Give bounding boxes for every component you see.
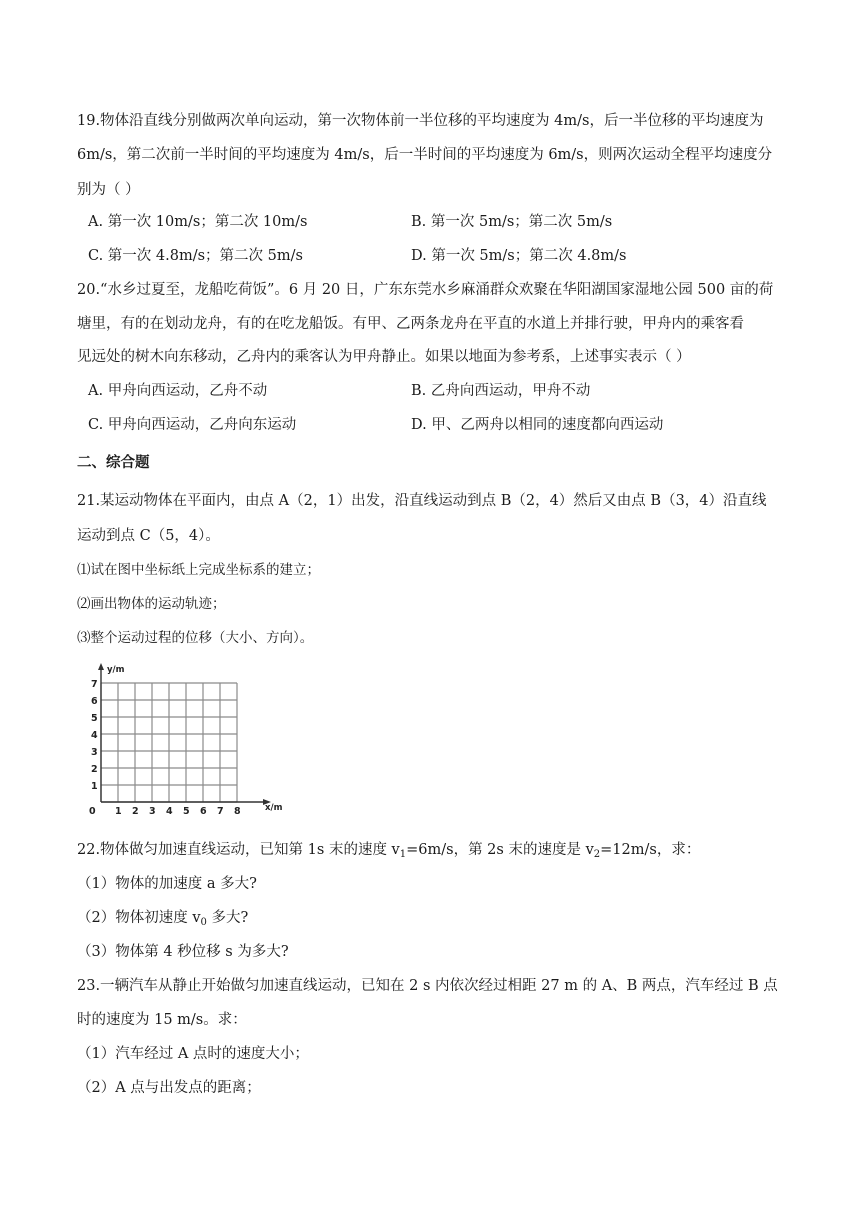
q22-sub2-pre: （2）物体初速度 v xyxy=(77,910,201,926)
q22-subquestion-2 xyxy=(77,908,787,933)
q19-line-3: 别为（ ） xyxy=(77,182,140,198)
q21-line-1: 21.某运动物体在平面内，由点 A（2，1）出发，沿直线运动到点 B（2，4）然后又由点 B（3，4）沿直线 xyxy=(77,493,767,509)
q22-line-1-post: =12m/s，求： xyxy=(600,842,701,858)
x-tick-label: 1 xyxy=(115,806,122,817)
q22-line-1-pre: 22.物体做匀加速直线运动，已知第 1s 末的速度 v xyxy=(77,842,400,858)
q19-line-2: 6m/s，第二次前一半时间的平均速度为 4m/s，后一半时间的平均速度为 6m/s，则两次运动全程平均速度分 xyxy=(77,147,773,163)
q20-line-1: 20.“水乡过夏至，龙船吃荷饭”。6 月 20 日，广东东莞水乡麻涌群众欢聚在华阳湖国家湿地公园 500 亩的荷 xyxy=(77,282,774,298)
coordinate-grid-figure xyxy=(85,662,285,820)
q23-line-1: 23.一辆汽车从静止开始做匀加速直线运动，已知在 2 s 内依次经过相距 27 m 的 A、B 两点，汽车经过 B 点 xyxy=(77,978,778,994)
q20-option-c: C. 甲舟向西运动，乙舟向东运动 xyxy=(88,417,297,433)
q21-subquestion-2: ⑵画出物体的运动轨迹； xyxy=(77,596,226,612)
q22-subquestion-1: （1）物体的加速度 a 多大? xyxy=(77,876,257,892)
section-heading: 二、综合题 xyxy=(77,455,150,471)
x-tick-label: 0 xyxy=(89,806,96,817)
q22-v2-subscript: 2 xyxy=(593,849,601,860)
q19-option-b: B. 第一次 5m/s；第二次 5m/s xyxy=(411,214,613,230)
x-tick-label: 3 xyxy=(149,806,156,817)
q21-line-2: 运动到点 C（5，4）。 xyxy=(77,528,220,544)
y-tick-label: 3 xyxy=(91,747,98,758)
y-axis-label: y/m xyxy=(107,665,125,675)
q22-line-1-mid: =6m/s，第 2s 末的速度是 v xyxy=(406,842,594,858)
q20-option-b: B. 乙舟向西运动，甲舟不动 xyxy=(411,383,591,399)
x-axis-label: x/m xyxy=(265,803,283,813)
q20-line-2: 塘里，有的在划动龙舟，有的在吃龙船饭。有甲、乙两条龙舟在平直的水道上并排行驶，甲舟内的乘客看 xyxy=(77,316,744,332)
q22-sub2-post: 多大? xyxy=(206,910,249,926)
y-tick-label: 2 xyxy=(91,764,98,775)
q23-line-2: 时的速度为 15 m/s。求： xyxy=(77,1012,247,1028)
q22-v1-subscript: 1 xyxy=(399,849,407,860)
x-tick-label: 8 xyxy=(234,806,241,817)
q22-v0-subscript: 0 xyxy=(200,917,207,928)
x-tick-label: 7 xyxy=(217,806,224,817)
y-tick-label: 4 xyxy=(91,730,98,741)
q20-line-3: 见远处的树木向东移动，乙舟内的乘客认为甲舟静止。如果以地面为参考系，上述事实表示（ ） xyxy=(77,349,691,365)
y-tick-label: 6 xyxy=(91,696,98,707)
q21-subquestion-3: ⑶整个运动过程的位移（大小、方向）。 xyxy=(77,630,314,646)
q23-subquestion-2: （2）A 点与出发点的距离； xyxy=(77,1080,261,1096)
y-tick-label: 5 xyxy=(91,713,98,724)
q20-option-d: D. 甲、乙两舟以相同的速度都向西运动 xyxy=(411,417,664,433)
x-tick-label: 6 xyxy=(200,806,207,817)
x-tick-label: 2 xyxy=(132,806,139,817)
q23-subquestion-1: （1）汽车经过 A 点时的速度大小； xyxy=(77,1046,309,1062)
q22-subquestion-3: （3）物体第 4 秒位移 s 为多大? xyxy=(77,944,289,960)
x-tick-label: 4 xyxy=(166,806,173,817)
q21-subquestion-1: ⑴试在图中坐标纸上完成坐标系的建立； xyxy=(77,562,320,578)
y-tick-label: 1 xyxy=(91,781,98,792)
q19-option-a: A. 第一次 10m/s；第二次 10m/s xyxy=(88,214,308,230)
q19-line-1: 19.物体沿直线分别做两次单向运动，第一次物体前一半位移的平均速度为 4m/s，后一半位移的平均速度为 xyxy=(77,113,764,129)
q19-option-c: C. 第一次 4.8m/s；第二次 5m/s xyxy=(88,248,303,264)
y-axis-arrow-icon xyxy=(98,663,104,670)
x-tick-label: 5 xyxy=(183,806,190,817)
q19-option-d: D. 第一次 5m/s；第二次 4.8m/s xyxy=(411,248,627,264)
q20-option-a: A. 甲舟向西运动，乙舟不动 xyxy=(88,383,268,399)
q22-line-1 xyxy=(77,840,787,865)
y-tick-label: 7 xyxy=(91,679,98,690)
